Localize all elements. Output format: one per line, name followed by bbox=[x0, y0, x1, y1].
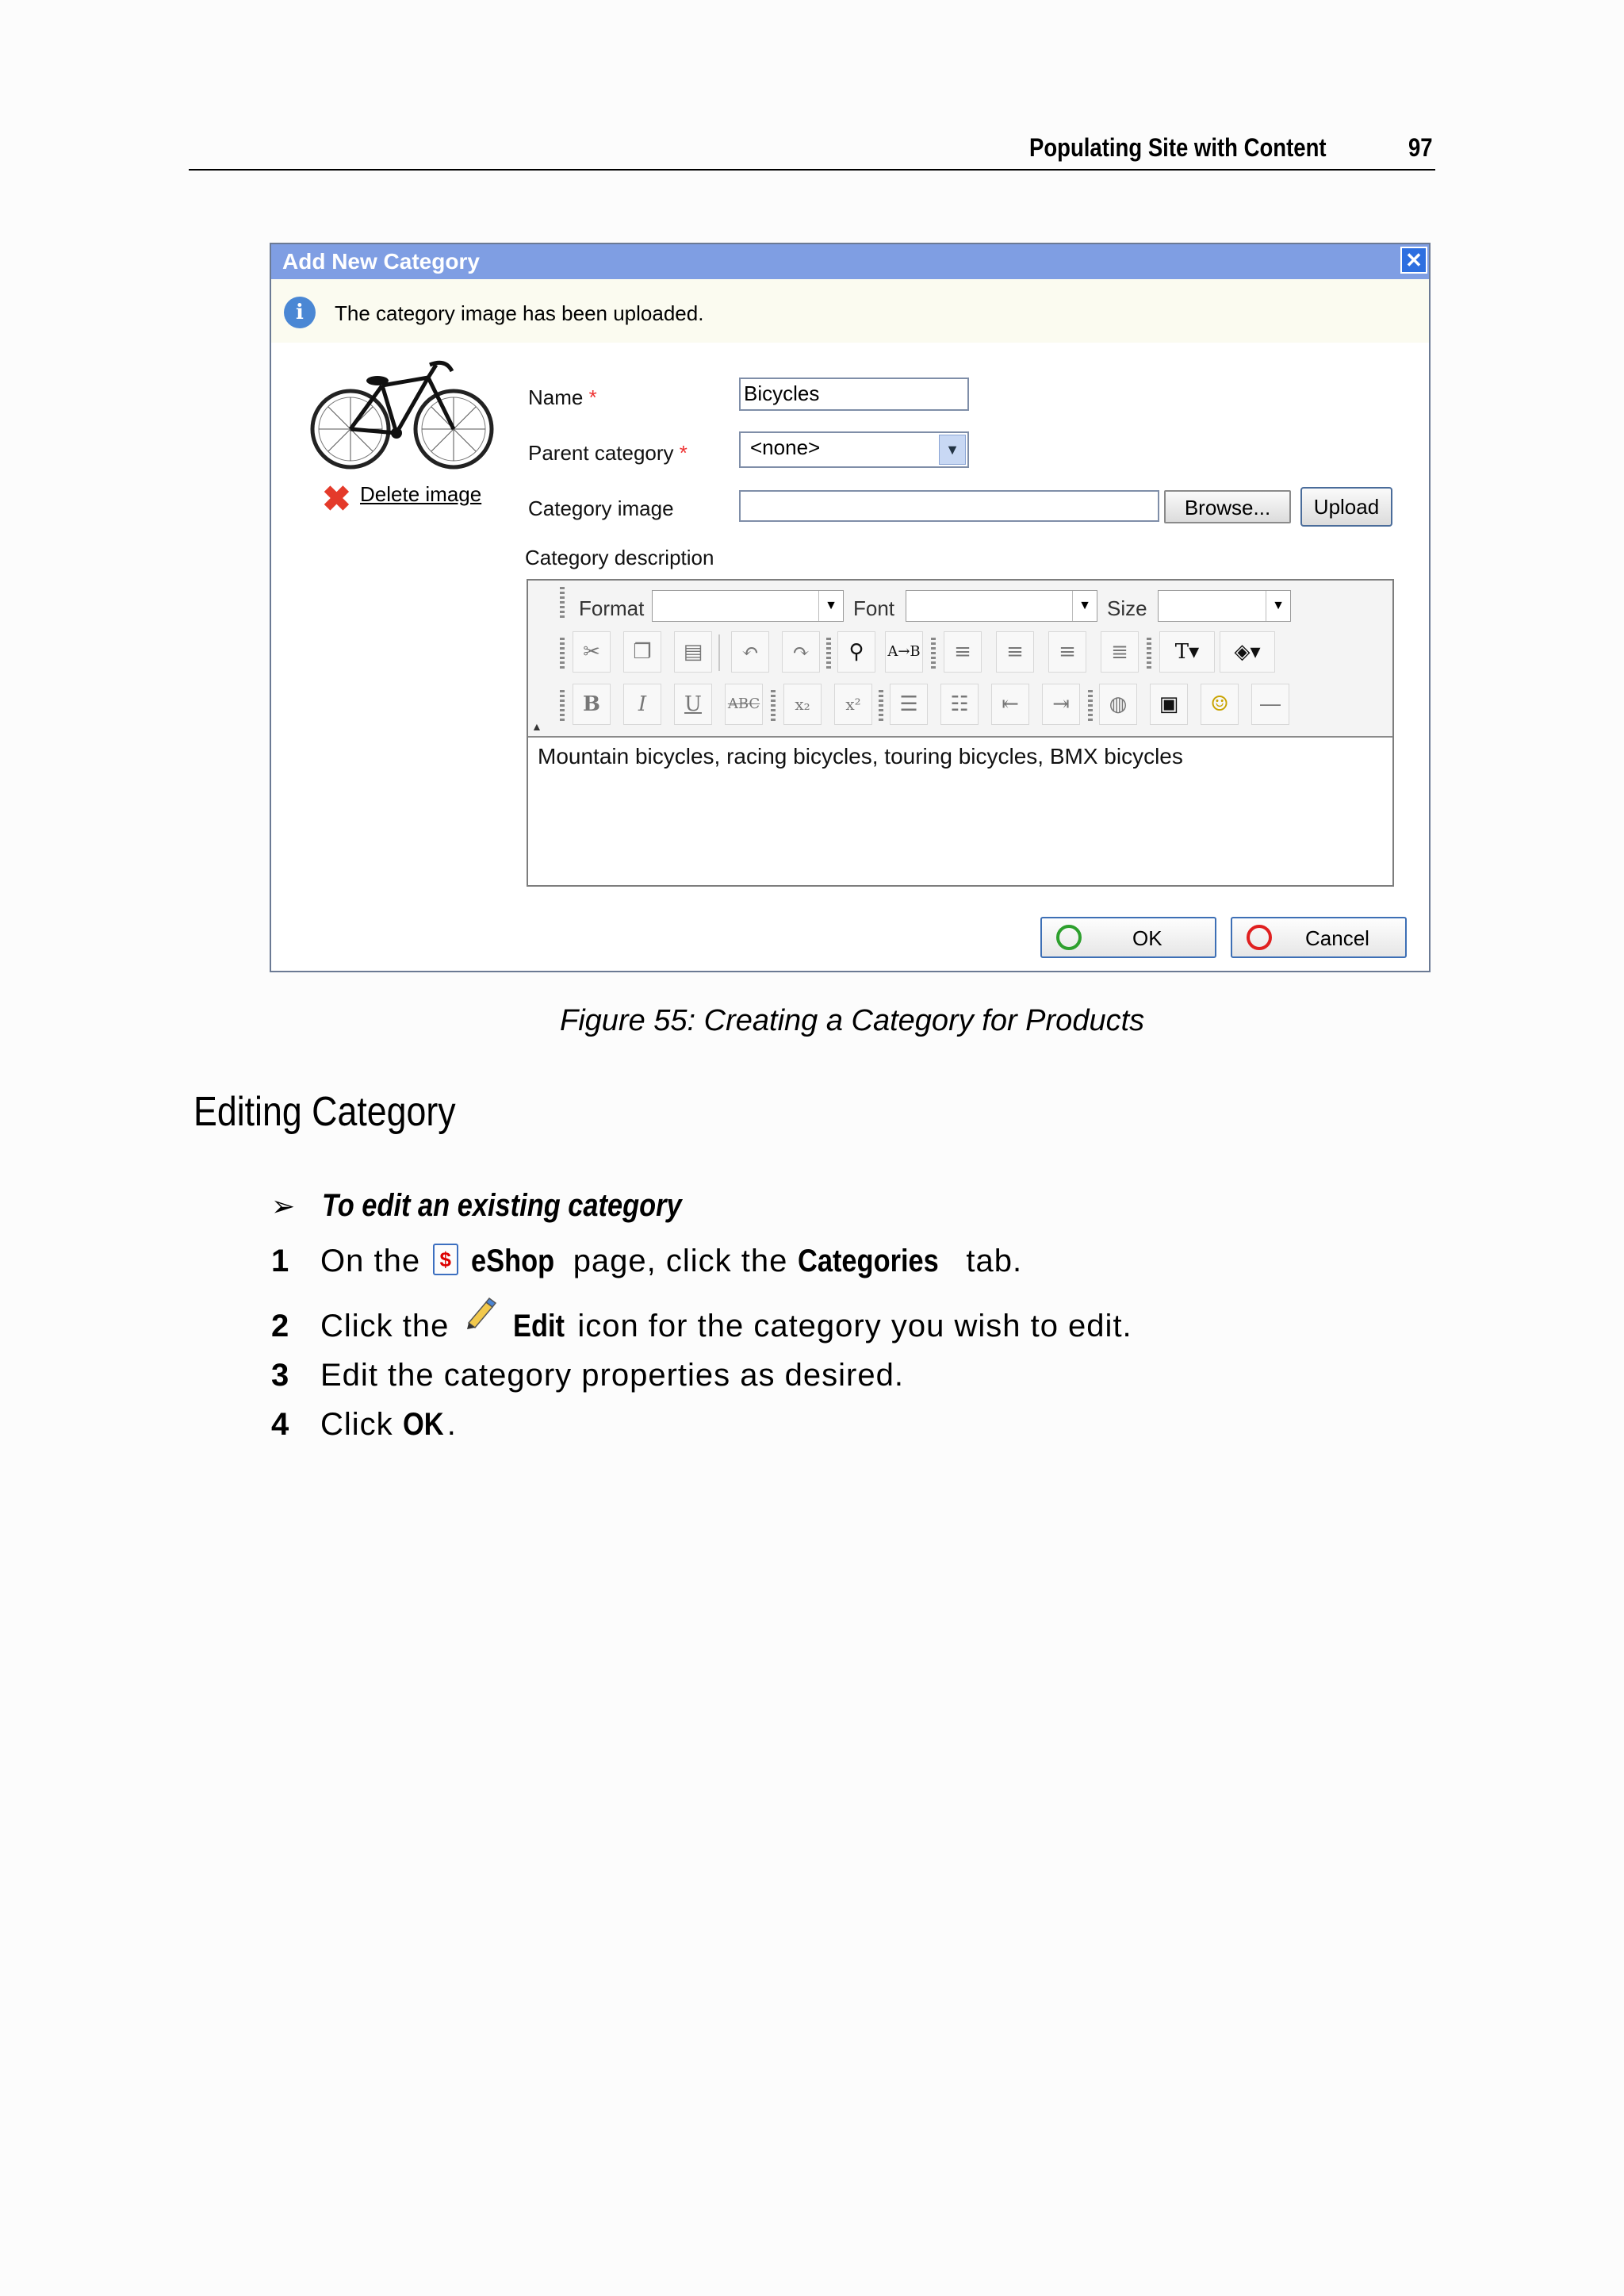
align-center-icon[interactable]: ≡ bbox=[996, 631, 1034, 673]
step-text-part: Click the bbox=[320, 1309, 450, 1343]
size-label: Size bbox=[1107, 596, 1147, 620]
ok-term: OK bbox=[402, 1407, 444, 1442]
header-rule bbox=[189, 169, 1435, 171]
toolbar-separator bbox=[718, 634, 720, 671]
underline-icon[interactable]: U bbox=[674, 684, 712, 725]
add-category-dialog bbox=[270, 243, 1431, 972]
bulleted-list-icon[interactable]: ☷ bbox=[940, 684, 979, 725]
bicycle-image bbox=[309, 354, 496, 473]
step-text-part: tab. bbox=[966, 1244, 1023, 1278]
cancel-button[interactable] bbox=[1231, 917, 1407, 958]
toolbar-grip bbox=[560, 690, 565, 722]
eshop-term: eShop bbox=[471, 1244, 555, 1278]
toolbar-grip bbox=[771, 690, 776, 722]
replace-icon[interactable]: A→B bbox=[885, 631, 923, 673]
align-left-icon[interactable]: ≡ bbox=[944, 631, 982, 673]
cancel-label: Cancel bbox=[1305, 926, 1369, 950]
procedure-title: To edit an existing category bbox=[322, 1188, 682, 1223]
font-label: Font bbox=[853, 596, 895, 620]
step-number: 2 bbox=[271, 1309, 289, 1343]
size-select[interactable] bbox=[1158, 590, 1291, 622]
toolbar-grip bbox=[826, 638, 831, 669]
cut-icon[interactable]: ✂ bbox=[573, 631, 611, 673]
ok-label: OK bbox=[1132, 926, 1162, 950]
step-text-part: . bbox=[446, 1407, 457, 1442]
toolbar-grip bbox=[879, 690, 883, 722]
name-input[interactable]: Bicycles bbox=[739, 378, 969, 411]
font-select[interactable] bbox=[906, 590, 1097, 622]
required-marker: * bbox=[679, 441, 688, 465]
step-number: 3 bbox=[271, 1358, 289, 1393]
collapse-toolbar-icon[interactable]: ▲ bbox=[531, 720, 542, 733]
justify-icon[interactable]: ≣ bbox=[1101, 631, 1139, 673]
step-number: 1 bbox=[271, 1244, 289, 1278]
browse-button[interactable]: Browse... bbox=[1164, 490, 1291, 523]
italic-icon[interactable]: I bbox=[623, 684, 661, 725]
delete-icon[interactable]: ✖ bbox=[322, 480, 351, 519]
check-icon bbox=[1056, 925, 1082, 950]
smiley-icon[interactable]: ☺ bbox=[1201, 684, 1239, 725]
subscript-icon[interactable]: x₂ bbox=[783, 684, 822, 725]
step-text-part: On the bbox=[320, 1244, 421, 1278]
editor-content[interactable]: Mountain bicycles, racing bicycles, touring bicycles, BMX bicycles bbox=[538, 744, 1183, 769]
copy-icon[interactable]: ❐ bbox=[623, 631, 661, 673]
chevron-down-icon: ▼ bbox=[818, 591, 843, 621]
step-number: 4 bbox=[271, 1407, 289, 1442]
toolbar-grip bbox=[1088, 690, 1093, 722]
bold-icon[interactable]: B bbox=[573, 684, 611, 725]
indent-icon[interactable]: ⇥ bbox=[1042, 684, 1080, 725]
dialog-title: Add New Category bbox=[282, 249, 480, 274]
format-select[interactable] bbox=[652, 590, 844, 622]
horizontal-rule-icon[interactable]: ― bbox=[1251, 684, 1289, 725]
strikethrough-icon[interactable]: ABC bbox=[725, 684, 763, 725]
running-header-title: Populating Site with Content bbox=[1029, 133, 1327, 162]
undo-icon[interactable]: ↶ bbox=[731, 631, 769, 673]
parent-category-label bbox=[528, 441, 688, 466]
required-marker: * bbox=[588, 385, 597, 409]
category-image-label: Category image bbox=[528, 496, 674, 520]
category-image-input[interactable] bbox=[739, 490, 1159, 522]
category-description-label: Category description bbox=[525, 546, 714, 569]
step-text bbox=[320, 1244, 1022, 1279]
categories-term: Categories bbox=[797, 1244, 939, 1278]
align-right-icon[interactable]: ≡ bbox=[1048, 631, 1086, 673]
cancel-icon bbox=[1247, 925, 1272, 950]
background-color-icon[interactable]: ◈▾ bbox=[1220, 631, 1275, 673]
upload-button[interactable]: Upload bbox=[1300, 487, 1392, 527]
info-icon: i bbox=[284, 297, 316, 328]
link-icon[interactable]: ◍ bbox=[1099, 684, 1137, 725]
toolbar-grip bbox=[560, 638, 565, 669]
numbered-list-icon[interactable]: ☰ bbox=[890, 684, 928, 725]
step-text-part: icon for the category you wish to edit. bbox=[577, 1309, 1132, 1343]
ok-button[interactable] bbox=[1040, 917, 1216, 958]
arrow-bullet-icon: ➢ bbox=[271, 1190, 296, 1222]
step-text-part: Click bbox=[320, 1407, 393, 1442]
chevron-down-icon: ▼ bbox=[1266, 591, 1290, 621]
toolbar-grip bbox=[1147, 638, 1151, 669]
step-text-part: page, click the bbox=[573, 1244, 788, 1278]
edit-pencil-icon bbox=[462, 1294, 499, 1331]
redo-icon[interactable]: ↷ bbox=[782, 631, 820, 673]
delete-image-link[interactable]: Delete image bbox=[360, 482, 482, 506]
upload-notice bbox=[271, 279, 1429, 343]
editor-toolbar bbox=[528, 581, 1392, 738]
step-text: Edit the category properties as desired. bbox=[320, 1358, 904, 1393]
figure-caption: Figure 55: Creating a Category for Products bbox=[560, 1004, 1145, 1037]
text-color-icon[interactable]: T▾ bbox=[1159, 631, 1215, 673]
chevron-down-icon: ▼ bbox=[1072, 591, 1097, 621]
paste-icon[interactable]: ▤ bbox=[674, 631, 712, 673]
format-label: Format bbox=[579, 596, 645, 620]
parent-category-select[interactable] bbox=[739, 431, 969, 468]
name-label bbox=[528, 385, 597, 410]
outdent-icon[interactable]: ⇤ bbox=[991, 684, 1029, 725]
image-icon[interactable]: ▣ bbox=[1150, 684, 1188, 725]
eshop-icon: $ bbox=[433, 1244, 458, 1275]
notice-text: The category image has been uploaded. bbox=[335, 301, 704, 325]
close-icon[interactable]: ✕ bbox=[1400, 247, 1427, 274]
dialog-titlebar bbox=[271, 244, 1429, 279]
parent-category-value: <none> bbox=[750, 435, 821, 459]
parent-label-text: Parent category bbox=[528, 441, 674, 465]
step-text bbox=[320, 1407, 457, 1443]
page-number: 97 bbox=[1408, 133, 1433, 162]
step-text bbox=[320, 1309, 1132, 1344]
toolbar-grip bbox=[931, 638, 936, 669]
find-icon[interactable]: ⚲ bbox=[837, 631, 875, 673]
name-label-text: Name bbox=[528, 385, 584, 409]
toolbar-grip bbox=[560, 587, 565, 619]
section-heading: Editing Category bbox=[193, 1089, 456, 1135]
superscript-icon[interactable]: x² bbox=[834, 684, 872, 725]
description-editor bbox=[527, 579, 1394, 887]
chevron-down-icon[interactable]: ▼ bbox=[939, 435, 966, 465]
edit-term: Edit bbox=[512, 1309, 565, 1343]
